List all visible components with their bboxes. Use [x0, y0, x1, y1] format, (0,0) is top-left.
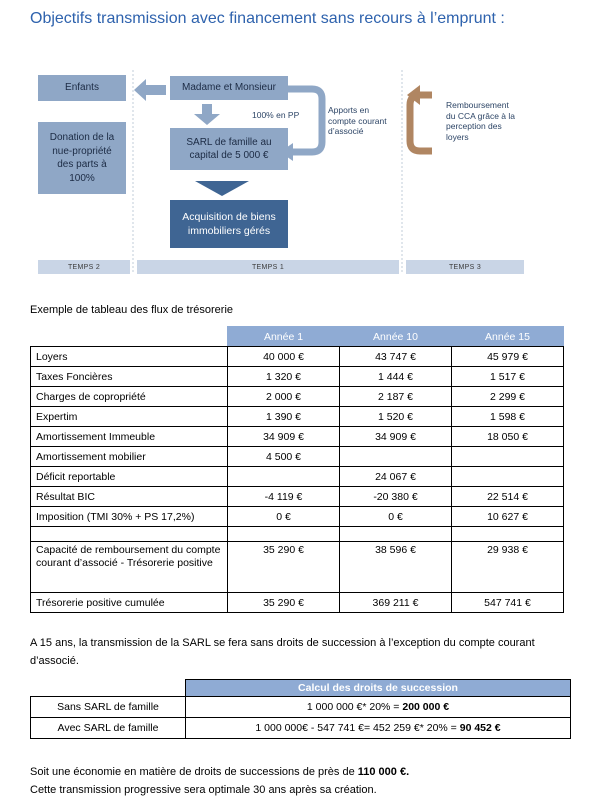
table-row — [31, 487, 564, 507]
flux-header-row — [31, 327, 564, 347]
apports-label: Apports en compte courant d’associé — [328, 105, 387, 137]
economy-text: Soit une économie en matière de droits de successions de près de — [30, 766, 358, 778]
row-label: Loyers — [31, 347, 228, 367]
table-row — [31, 542, 564, 593]
cell-value: 22 514 € — [452, 487, 564, 507]
cell-value: 1 390 € — [228, 407, 340, 427]
cell-value: 1 320 € — [228, 367, 340, 387]
cell-value: 24 067 € — [340, 467, 452, 487]
succession-header-row — [31, 680, 571, 697]
table-row — [31, 593, 564, 613]
row-label: Expertim — [31, 407, 228, 427]
acquisition-box: Acquisition de biens immobiliers gérés — [170, 200, 288, 248]
cell-value: -20 380 € — [340, 487, 452, 507]
sarl-box: SARL de famille au capital de 5 000 € — [170, 128, 288, 170]
cell-value: 1 598 € — [452, 407, 564, 427]
cell-value: 2 299 € — [452, 387, 564, 407]
row-label: Imposition (TMI 30% + PS 17,2%) — [31, 507, 228, 527]
cell-value: 18 050 € — [452, 427, 564, 447]
row-label: Amortissement mobilier — [31, 447, 228, 467]
cell-value: 34 909 € — [228, 427, 340, 447]
cell-value: 45 979 € — [452, 347, 564, 367]
calc-cell — [186, 718, 571, 739]
table-row — [31, 447, 564, 467]
table-row — [31, 697, 571, 718]
flux-caption: Exemple de tableau des flux de trésorerie — [30, 304, 234, 316]
table-row — [31, 347, 564, 367]
row-label: Avec SARL de famille — [31, 718, 186, 739]
temps2-bar: TEMPS 2 — [38, 260, 130, 274]
row-label: Taxes Foncières — [31, 367, 228, 387]
arrow-down-icon — [194, 104, 220, 125]
header-annee-1: Année 1 — [228, 327, 340, 347]
donation-box: Donation de la nue-propriété des parts à 100% — [38, 122, 126, 194]
cell-value: -4 119 € — [228, 487, 340, 507]
cell-value: 547 741 € — [452, 593, 564, 613]
row-label: Résultat BIC — [31, 487, 228, 507]
cell-value — [452, 447, 564, 467]
cell-value: 38 596 € — [340, 542, 452, 593]
row-label: Amortissement Immeuble — [31, 427, 228, 447]
cell-value: 1 444 € — [340, 367, 452, 387]
row-label: Capacité de remboursement du compte courant d’associé - Trésorerie positive — [31, 542, 228, 593]
cell-value: 1 517 € — [452, 367, 564, 387]
economy-amount: 110 000 €. — [357, 766, 410, 778]
header-blank-cell — [31, 680, 186, 697]
transmission-diagram — [30, 62, 570, 280]
calc-cell — [186, 697, 571, 718]
table-row — [31, 367, 564, 387]
table-row — [31, 467, 564, 487]
table-row — [31, 718, 571, 739]
row-label — [31, 527, 228, 542]
temps1-bar: TEMPS 1 — [137, 260, 399, 274]
cell-value: 0 € — [228, 507, 340, 527]
optimal-line: Cette transmission progressive sera optimale 30 ans après sa création. — [30, 784, 377, 796]
cell-value — [452, 527, 564, 542]
calc-result: 200 000 € — [402, 701, 450, 713]
cell-value — [228, 527, 340, 542]
table-row — [31, 407, 564, 427]
cell-value: 0 € — [340, 507, 452, 527]
arrow-left-icon — [134, 79, 166, 101]
table-row — [31, 507, 564, 527]
economy-line — [30, 766, 409, 778]
pp-label: 100% en PP — [252, 110, 300, 120]
cell-value: 4 500 € — [228, 447, 340, 467]
temps3-bar: TEMPS 3 — [406, 260, 524, 274]
cell-value — [452, 467, 564, 487]
enfants-box: Enfants — [38, 75, 126, 101]
remboursement-label: Remboursement du CCA grâce à la perception des loyers — [446, 100, 515, 142]
cell-value — [228, 467, 340, 487]
calc-result: 90 452 € — [459, 722, 501, 734]
table-row — [31, 387, 564, 407]
cell-value: 2 000 € — [228, 387, 340, 407]
calc-text: 1 000 000€ - 547 741 €= 452 259 €* 20% = — [255, 722, 460, 734]
cell-value: 34 909 € — [340, 427, 452, 447]
succession-table — [30, 679, 571, 739]
page-title: Objectifs transmission avec financement sans recours à l’emprunt : — [30, 10, 505, 27]
row-label: Trésorerie positive cumulée — [31, 593, 228, 613]
row-label: Déficit reportable — [31, 467, 228, 487]
cell-value — [340, 527, 452, 542]
cell-value: 35 290 € — [228, 542, 340, 593]
cell-value: 2 187 € — [340, 387, 452, 407]
cell-value: 43 747 € — [340, 347, 452, 367]
flux-table — [30, 326, 564, 613]
succession-header: Calcul des droits de succession — [186, 680, 571, 697]
cell-value: 369 211 € — [340, 593, 452, 613]
calc-text: 1 000 000 €* 20% = — [306, 701, 403, 713]
cell-value: 29 938 € — [452, 542, 564, 593]
row-label: Sans SARL de famille — [31, 697, 186, 718]
parents-box: Madame et Monsieur — [170, 76, 288, 100]
cell-value: 1 520 € — [340, 407, 452, 427]
header-annee-15: Année 15 — [452, 327, 564, 347]
curved-arrow-icon — [410, 95, 432, 151]
cell-value: 40 000 € — [228, 347, 340, 367]
header-annee-10: Année 10 — [340, 327, 452, 347]
row-label: Charges de copropriété — [31, 387, 228, 407]
cell-value: 35 290 € — [228, 593, 340, 613]
table-row-empty — [31, 527, 564, 542]
header-blank-cell — [31, 327, 228, 347]
table-row — [31, 427, 564, 447]
transmission-paragraph: A 15 ans, la transmission de la SARL se fera sans droits de succession à l’exception du compte courant d’associé. — [30, 637, 535, 667]
cell-value — [340, 447, 452, 467]
arrow-down-icon — [195, 181, 249, 196]
cell-value: 10 627 € — [452, 507, 564, 527]
